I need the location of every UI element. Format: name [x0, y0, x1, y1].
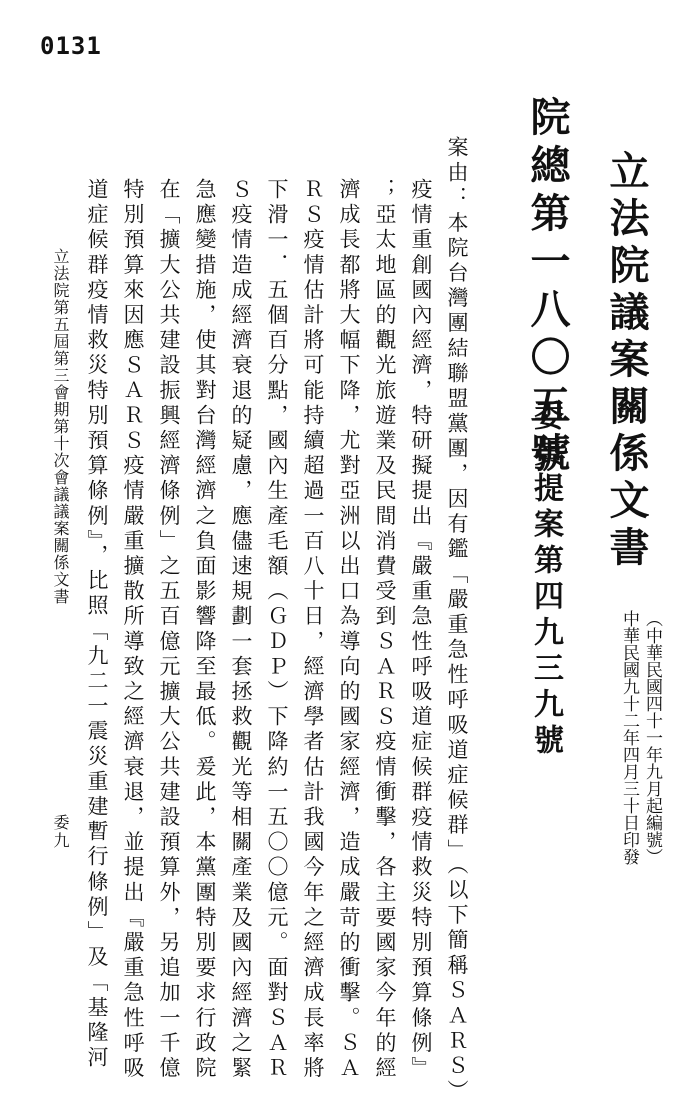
proposal-number: 委員提案第四九三九號 — [528, 400, 563, 760]
document-number: 院總第一八〇五號 — [524, 96, 571, 480]
edition-note: （中華民國四十一年九月起編號） — [642, 610, 662, 865]
body-column: 在「擴大公共建設振興經濟條例」之五百億元擴大公共建設預算外，另追加一千億 — [157, 178, 181, 1082]
footer-page-label: 委九 — [51, 814, 70, 850]
page-number: 0131 — [40, 32, 102, 60]
body-column: 案由：本院台灣團結聯盟黨團，因有鑑「嚴重急性呼吸道症候群」（以下簡稱ＳＡＲＳ） — [445, 136, 469, 1104]
body-column: 道症候群疫情救災特別預算條例』，比照「九二一震災重建暫行條例」及「基隆河 — [85, 178, 109, 1072]
body-column: ＲＳ疫情估計將可能持續超過一百八十日，經濟學者估計我國今年之經濟成長率將 — [301, 178, 325, 1082]
body-column: ；亞太地區的觀光旅遊業及民間消費受到ＳＡＲＳ疫情衝擊，各主要國家今年的經 — [373, 178, 397, 1082]
footer-session-label: 立法院第五屆第三會期第十次會議議案關係文書 — [51, 248, 70, 605]
body-column: 下滑一．五個百分點，國內生產毛額（ＧＤＰ）下降約一五〇〇億元。面對ＳＡＲ — [265, 178, 289, 1082]
body-column: Ｓ疫情造成經濟衰退的疑慮，應儘速規劃一套拯救觀光等相關產業及國內經濟之緊 — [229, 178, 253, 1082]
body-column: 濟成長都將大幅下降，尤對亞洲以出口為導向的國家經濟，造成嚴苛的衝擊。ＳＡ — [337, 178, 361, 1082]
body-column: 疫情重創國內經濟，特研擬提出『嚴重急性呼吸道症候群疫情救災特別預算條例』 — [409, 178, 433, 1082]
body-column: 特別預算來因應ＳＡＲＳ疫情嚴重擴散所導致之經濟衰退，並提出『嚴重急性呼吸 — [121, 178, 145, 1082]
gazette-title: 立法院議案關係文書 — [603, 150, 650, 573]
body-column: 急應變措施，使其對台灣經濟之負面影響降至最低。爰此，本黨團特別要求行政院 — [193, 178, 217, 1082]
print-date: 中華民國九十二年四月三十日印發 — [619, 610, 639, 865]
